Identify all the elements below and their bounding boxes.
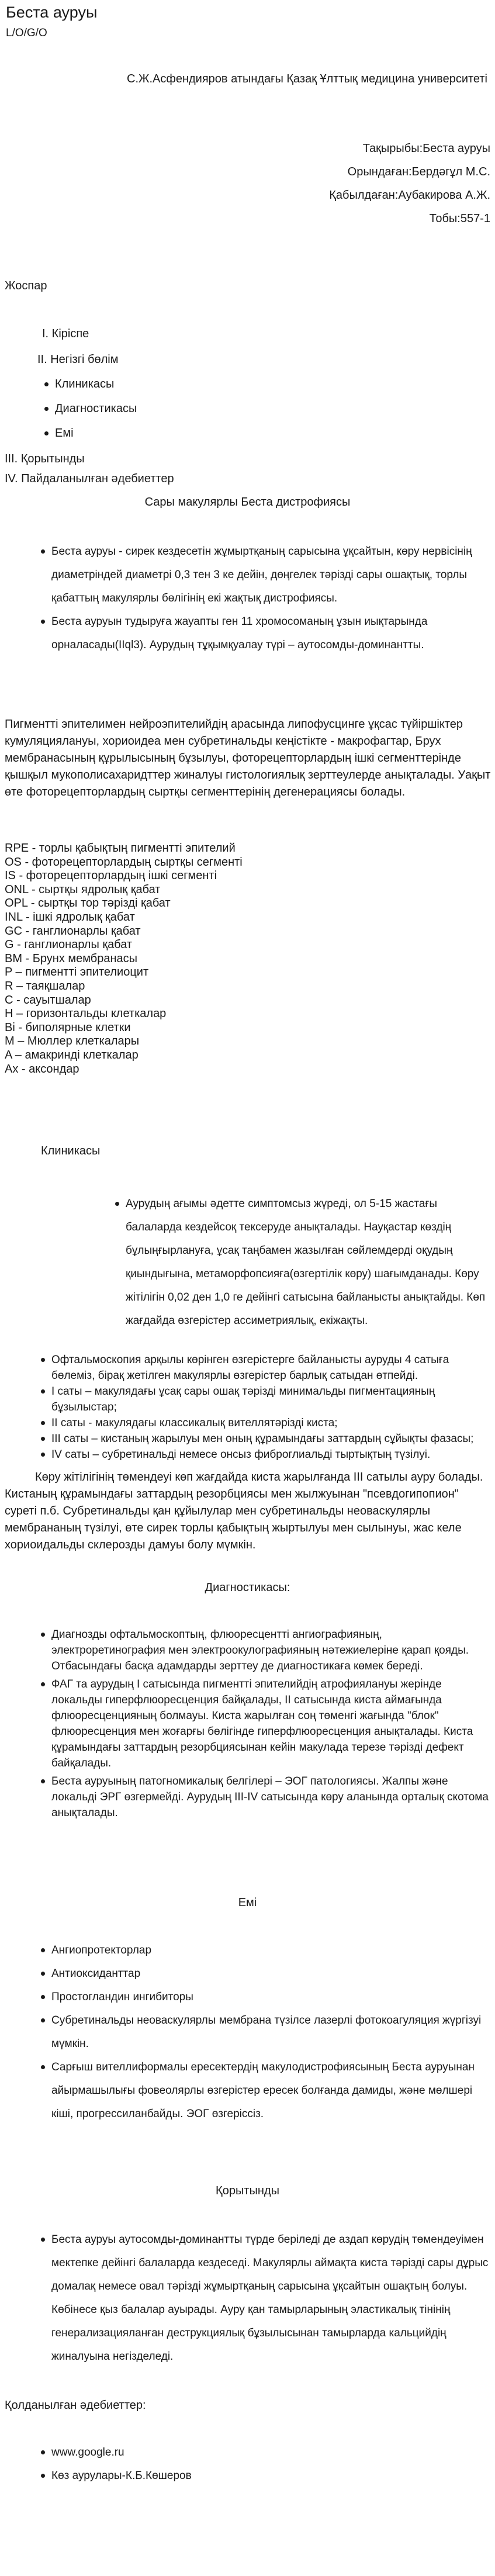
list-item: Субретинальды неоваскулярлы мембрана түзілсе лазерлі фотокоагуляция жүргізуі мүмкін. (51, 2009, 489, 2056)
glossary-item: OPL - сыртқы тор тәрізді қабат (5, 897, 171, 910)
conclusion-bullets (51, 2228, 489, 2368)
toc-item-main: II. Негізгі бөлім (37, 353, 119, 366)
list-item: Беста ауруының патогномикалық белгілері – ЭОГ патологиясы. Жалпы және локальді ЭРГ өзгермейді. Аурудың III-IV сатысында көру аланында орталық скотома анықталады. (51, 1773, 489, 1821)
glossary-item: ONL - сыртқы ядролық қабат (5, 883, 161, 896)
clinic-paragraph: Көру жітілігінің төмендеуі көп жағдайда киста жарылғанда III сатылы ауру болады. Кистаның құрамындағы заттардың резорбциясы мен жылжуынан "псевдогипопион" суреті п.б. Субретинальды қан құйылулар мен субретинальды неоваскулярлы мембрананың түзілуі, өте сирек торлы қабықтың жыртылуы мен сылынуы, жас келе хориоидальды склерозды дамуы болу мүмкін. (5, 1471, 483, 1551)
conclusion-heading: Қорытынды (216, 2184, 279, 2197)
toc-item-diagnostics: Диагностикасы (44, 402, 137, 416)
list-item: I саты – макулядағы ұсақ сары ошақ тәрізді минимальды пигментацияның бұзылыстар; (51, 1384, 489, 1415)
glossary-item: IS - фоторецепторлардың ішкі сегменті (5, 869, 217, 883)
glossary-item: OS - фоторецепторлардың сыртқы сегменті (5, 855, 243, 869)
toc-item-references: IV. Пайдаланылған әдебиеттер (5, 472, 174, 485)
glossary-item: RPE - торлы қабықтың пигментті эпителий (5, 842, 236, 855)
meta-author: Орындаған:Бердәгұл М.С. (347, 165, 490, 178)
intro-paragraph: Пигментті эпителимен нейроэпителийдің арасында липофусцинге ұқсас түйіршіктер кумуляциялануы, хориоидеа мен субретинальды кеңістікте - макрофагтар, Брух мембранасының құрылысының бұзылуы, фоторецепторлардың ішкі сегменттерінде қышқыл мукополисахаридттер жиналуы гистологиялық зерттеулерде анықталады. Уақыт өте фоторецепторлардың сыртқы сегменттерінің дегенерациясы болады. (5, 718, 491, 798)
list-item: IV саты – субретинальді немесе онсыз фиброглиальді тыртықтың түзілуі. (51, 1447, 489, 1462)
diagnostics-heading: Диагностикасы: (205, 1581, 290, 1594)
references-heading: Қолданылған әдебиеттер: (5, 2399, 146, 2412)
glossary-item: P – пигментті эпителиоцит (5, 966, 149, 979)
glossary-item: Bi - биполярные клетки (5, 1021, 131, 1034)
document-title: Беста ауруы (6, 4, 98, 21)
glossary-item: C - сауытшалар (5, 993, 91, 1007)
list-item: Аурудың ағымы әдетте симптомсыз жүреді, ол 5-15 жастағы балаларда кездейсоқ тексеруде анықталады. Науқастар көздің бұлыңғырлануға, ұсақ таңбамен жазылған сөйлемдерді оқудың қиындығына, метаморфопсияға(өзгертілік көру) шағымданады. Көру жітілігін 0,02 ден 1,0 ге дейінгі сатысына байланысты анықтайды. Көп жағдайда өзгерістер ассиметриялық, екіжақты. (126, 1192, 488, 1333)
list-item: Беста ауруын тудыруға жауапты ген 11 хромосоманың ұзын иықтарында орналасады(IIql3). Аурудың тұқымқуалау түрі – аутосомды-доминантты. (51, 610, 489, 657)
glossary-item: A – амакринді клеткалар (5, 1049, 139, 1061)
meta-reviewer: Қабылдаған:Аубакирова А.Ж. (329, 189, 490, 202)
glossary-item: H – горизонтальды клеткалар (5, 1007, 167, 1021)
glossary-item: INL - ішкі ядролық қабат (5, 911, 135, 924)
clinic-stages (51, 1352, 489, 1462)
list-item: III саты – кистаның жарылуы мен оның құрамындағы заттардың сұйықты фазасы; (51, 1431, 489, 1447)
glossary-item: Ax - аксондар (5, 1062, 79, 1076)
treatment-bullets (51, 1939, 489, 2126)
toc-item-treatment: Емі (44, 427, 74, 440)
glossary-item: BM - Брунх мембранасы (5, 952, 138, 965)
glossary-item: M – Мюллер клеткалары (5, 1035, 140, 1048)
glossary-item: G - ганглионарлы қабат (5, 938, 133, 952)
toc-heading: Жоспар (5, 279, 47, 292)
list-item: Ангиопротекторлар (51, 1939, 489, 1962)
intro-bullets (51, 540, 489, 657)
glossary-item: R – таяқшалар (5, 980, 85, 993)
list-item: ФАГ та аурудың I сатысында пигментті эпителийдің атрофиялануы жерінде локальды гиперфлюоресценция байқалады, II сатысында киста аймағында флюоресценцияның болмауы. Киста жарылған соң төменгі жағында "блок" флюоресценция мен жоғарғы бөлігінде гиперфлюоресценция анықталады. Киста құрамындағы заттардың резорбциясынан кейін макулада терезе тәрізді дефект байқалады. (51, 1676, 489, 1771)
glossary-item: GC - ганглионарлы қабат (5, 924, 141, 938)
toc-item-conclusion: III. Қорытынды (5, 452, 85, 465)
list-item: Офтальмоскопия арқылы көрінген өзгерістерге байланысты ауруды 4 сатыға бөлеміз, бірақ жетілген макулярлы өзгерістер барлық сатыдан өтпейді. (51, 1352, 489, 1384)
list-item: Антиоксиданттар (51, 1962, 489, 1986)
list-item: Беста ауруы аутосомды-доминантты түрде беріледі де аздап көрудің төмендеуімен мектепке дейінгі балаларда кездеседі. Макулярлы аймақта киста тәрізді сары дұрыс домалақ немесе овал тәрізді жұмыртқаның сарысына ұқсайтын ошақтың болуы. Көбінесе қыз балалар ауырады. Ауру қан тамырларының эластикалық тінінің генерализацияланған деструкциялық бұзылысынан тамырларда кальцийдің жиналуына негізделеді. (51, 2228, 489, 2368)
list-item: Сарғыш вителлиформалы ересектердің макулодистрофиясының Беста ауруынан айырмашылығы фовеолярлы өзгерістер ересек болғанда дамиды, және мөлшері кіші, прогрессиланбайды. ЭОГ өзгеріссіз. (51, 2056, 489, 2126)
clinic-bullets (126, 1192, 488, 1333)
list-item: II саты - макулядағы классикалық вителлятәрізді киста; (51, 1415, 489, 1431)
university-name: С.Ж.Асфендияров атындағы Қазақ Ұлттық медицина университеті (127, 72, 487, 85)
meta-group: Тобы:557-1 (429, 212, 490, 225)
list-item: Диагнозды офтальмоскоптың, флюоресцентті ангиографияның, электроретинография мен электроокулографияның нәтежиелеріне қарап қояды. Отбасындағы басқа адамдарды зерттеу де диагностикаға көмек береді. (51, 1627, 489, 1674)
clinic-heading: Клиникасы (41, 1144, 101, 1157)
list-item: Простогландин ингибиторы (51, 1986, 489, 2009)
document-subtitle: L/O/G/O (6, 27, 47, 39)
reference-item: Көз аурулары-К.Б.Көшеров (51, 2464, 489, 2488)
meta-topic: Тақырыбы:Беста ауруы (362, 142, 490, 155)
treatment-heading: Емі (238, 1896, 257, 1909)
toc-item-clinic: Клиникасы (44, 378, 114, 391)
references-list (51, 2441, 489, 2488)
list-item: Беста ауруы - сирек кездесетін жұмыртқаның сарысына ұқсайтын, көру нервісінің диаметріндей диаметрі 0,3 тен 3 ке дейін, дөңгелек тәрізді сары ошақтық, торлы қабаттың макулярлы бөлігінің екі жақтық дистрофиясы. (51, 540, 489, 610)
intro-heading: Сары макулярлы Беста дистрофиясы (144, 496, 351, 509)
diagnostics-bullets (51, 1627, 489, 1821)
reference-item-link[interactable]: www.google.ru (51, 2441, 489, 2464)
toc-item-intro: I. Кіріспе (42, 327, 89, 340)
